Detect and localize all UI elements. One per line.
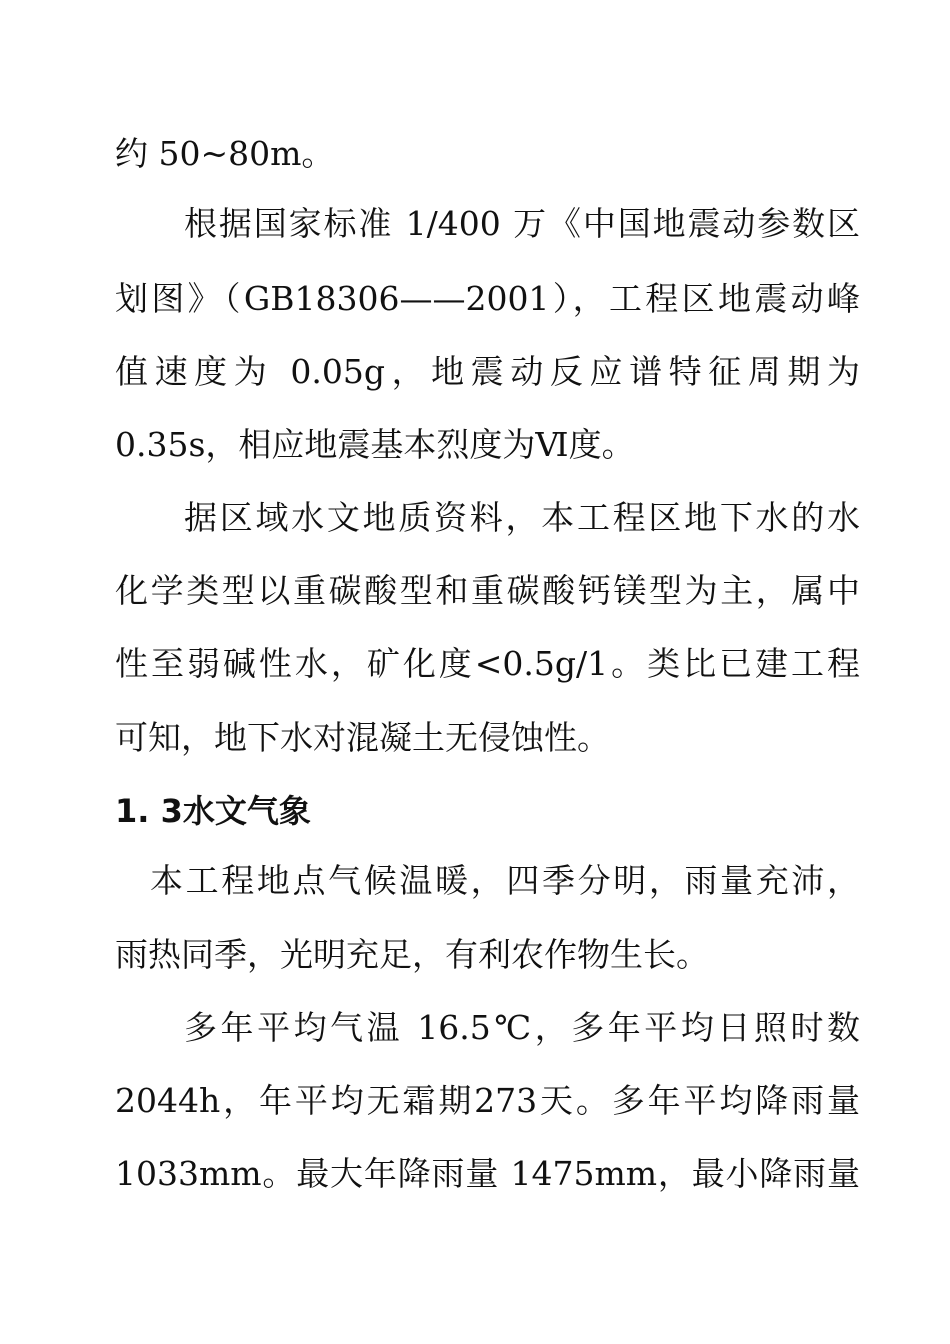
text-line: 本工程地点气候温暖，四季分明，雨量充沛， (150, 861, 860, 900)
text-line: 雨热同季，光明充足，有利农作物生长。 (115, 935, 709, 974)
text-line: 1033mm。最大年降雨量 1475mm，最小降雨量 (115, 1154, 860, 1193)
text-line: 约 50~80m。 (115, 134, 335, 173)
text-line: 0.35s，相应地震基本烈度为Ⅵ度。 (115, 425, 635, 464)
text-line: 2044h，年平均无霜期273天。多年平均降雨量 (115, 1081, 860, 1120)
text-line: 多年平均气温 16.5℃，多年平均日照时数 (184, 1008, 860, 1047)
section-heading: 1. 3水文气象 (115, 792, 311, 830)
text-line: 值速度为 0.05g，地震动反应谱特征周期为 (115, 352, 860, 391)
text-line: 划图》（GB18306——2001），工程区地震动峰 (115, 279, 860, 318)
text-line: 化学类型以重碳酸型和重碳酸钙镁型为主，属中 (115, 571, 860, 610)
text-line: 据区域水文地质资料，本工程区地下水的水 (184, 498, 860, 537)
text-line: 可知，地下水对混凝土无侵蚀性。 (115, 718, 610, 757)
text-line: 性至弱碱性水，矿化度<0.5g/1。类比已建工程 (115, 644, 860, 683)
text-line: 根据国家标准 1/400 万《中国地震动参数区 (184, 204, 860, 243)
